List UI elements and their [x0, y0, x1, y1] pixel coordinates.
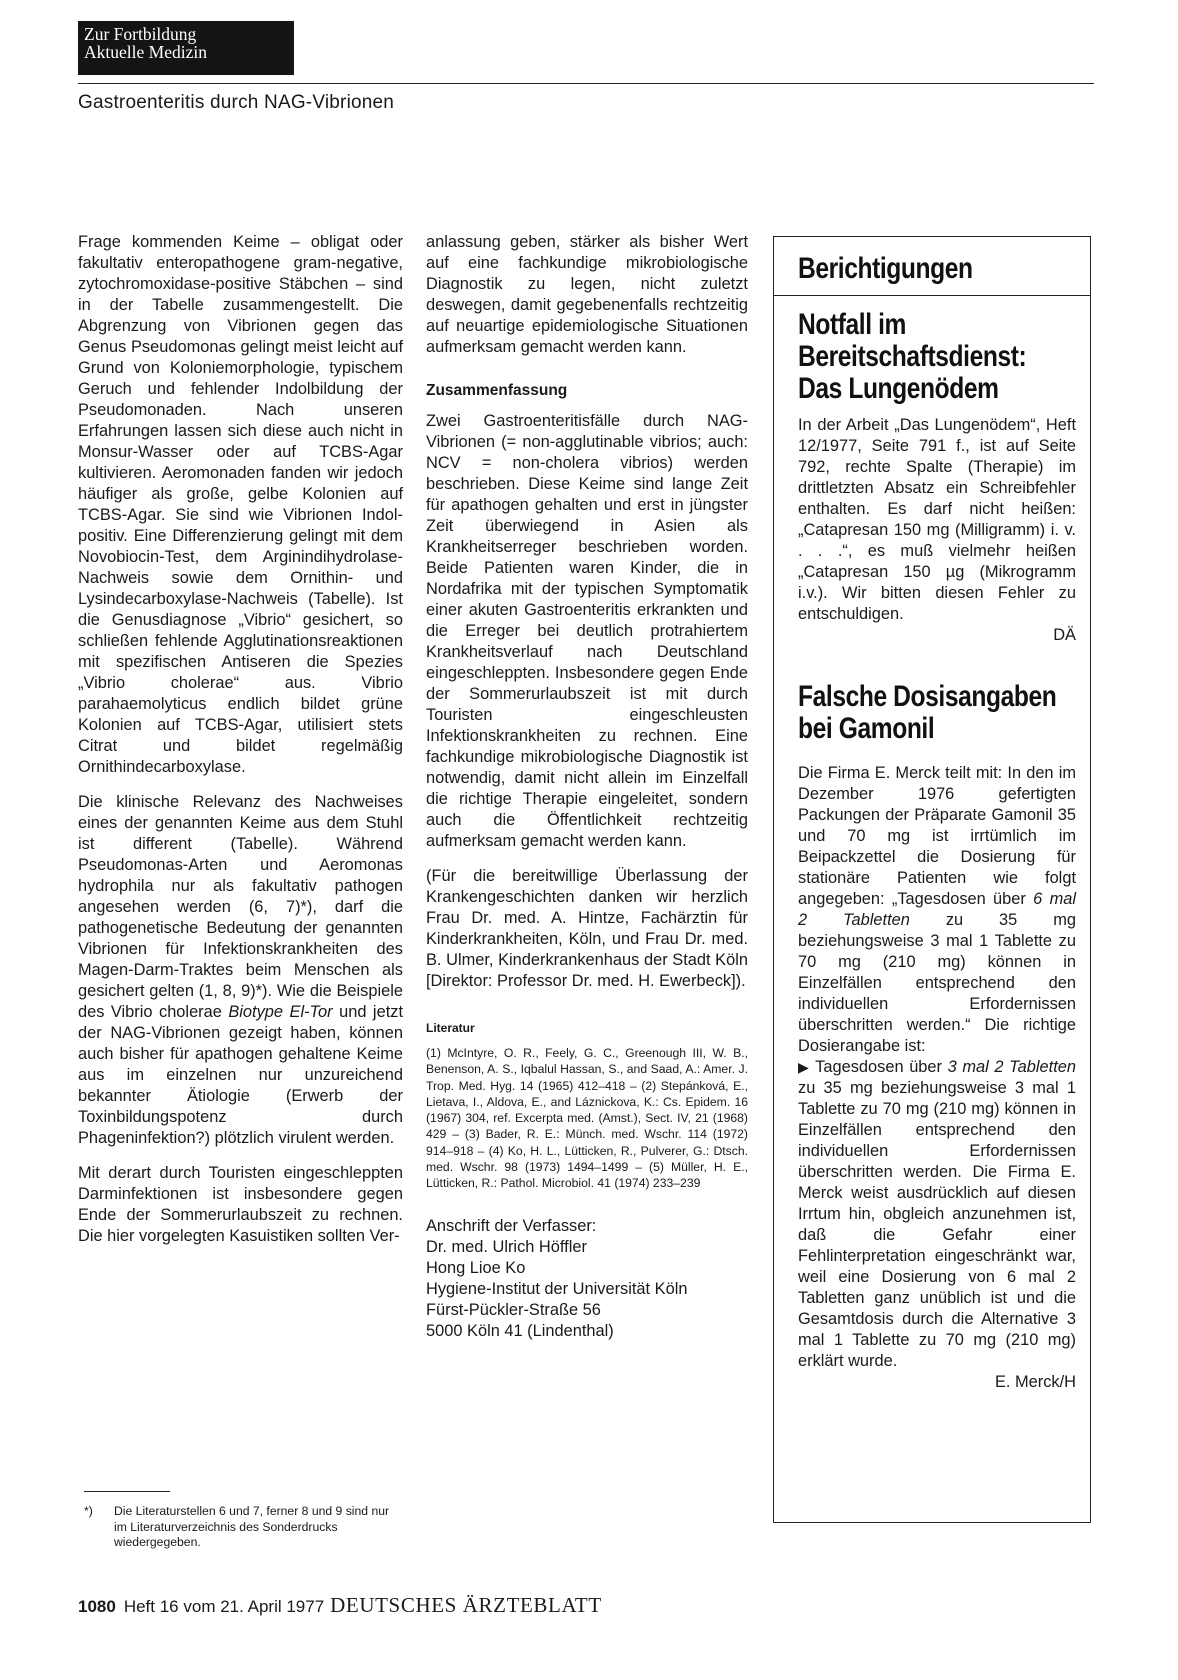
address-line: Hong Lioe Ko [426, 1258, 526, 1277]
literature-heading: Literatur [426, 1021, 475, 1035]
article-title: Gastroenteritis durch NAG-Vibrionen [78, 92, 395, 113]
footnote-rule [84, 1491, 170, 1492]
section-badge [78, 21, 294, 75]
dosage-wrong-italic: 6 mal 2 Tabletten [798, 890, 1076, 929]
literature-list: (1) McIntyre, O. R., Feely, G. C., Greenough III, W. B., Benenson, A. S., Iqbalul Hassan, S., and Saad, A.: Amer. J. Trop. Med. Hyg. 14 (1965) 412–418 – (2) Stepánková, E., Lietava, I., Aldova, E., and Láznickova, K.: Cs. Epidem. 16 (1967) 304, ref. Excerpta med. (Amst.), Sect. IV, 21 (1968) 429 – (3) Bader, R. E.: Münch. med. Wschr. 114 (1972) 914–918 – (4) Ko, H. L., Lütticken, R., Pulverer, G.: Dtsch. med. Wschr. 98 (1973) 1494–1499 – (5) Müller, H. E., Lütticken, R.: Pathol. Microbiol. 41 (1974) 233–239 [426, 1046, 748, 1191]
biotype-italic: Biotype El-Tor [228, 1003, 333, 1021]
summary-text: Zwei Gastroenteritisfälle durch NAG-Vibrionen (= non-agglutinable vibrios; auch: NCV = non-cholera vibrios) werden beschrieben. Diese Keime sind lange Zeit für apathogen gehalten und erst in jüngster Zeit überwiegend in Asien als Krankheitserreger beschrieben worden. Beide Patienten waren Kinder, die in Nordafrika mit der typischen Symptomatik einer akuten Gastroenteritis erkrankten und die Erreger bei deutlich protrahiertem Krankheitsverlauf nach Deutschland eingeschleppten. Insbesondere gegen Ende der Sommerurlaubszeit ist mit durch Touristen eingeschleusten Infektionskrankheiten zu rechnen. Eine fachkundige mikrobiologische Diagnostik ist notwendig, damit nicht allein im Einzelfall die richtige Therapie eingeleitet, sondern auch die Öffentlichkeit rechtzeitig aufmerksam gemacht werden kann. [426, 412, 748, 850]
section2-signature: E. Merck/H [994, 1373, 1076, 1391]
address-line: 5000 Köln 41 (Lindenthal) [426, 1321, 614, 1340]
page-footer [78, 1593, 602, 1618]
footnote-mark: *) [84, 1504, 93, 1518]
arrow-icon: ▶ [798, 1059, 810, 1075]
col1-paragraph-2: Die klinische Relevanz des Nachweises eines der genannten Keime aus dem Stuhl ist different (Tabelle). Während Pseudomonas-Arten und Aeromonas hydrophila nur als fakultativ pathogen angesehen werden (6, 7)*), darf die pathogenetische Bedeutung der genannten Vibrionen für Infektionskrankheiten des Magen-Darm-Traktes beim Menschen als gesichert gelten (1, 8, 9)*). Wie die Beispiele des Vibrio cholerae Biotype El-Tor und jetzt der NAG-Vibrionen gezeigt haben, können auch bisher für apathogen gehaltene Keime aus im einzelnen nur unzureichend bekannter Ätiologie (Erwerb der Toxinbildungspotenz durch Phageninfektion?) plötzlich virulent werden. [78, 793, 403, 1147]
journal-name: DEUTSCHES ÄRZTEBLATT [330, 1593, 602, 1617]
col1-paragraph-3: Mit derart durch Touristen eingeschleppten Darminfektionen ist insbesondere gegen Ende der Sommerurlaubszeit zu rechnen. Die hier vorgelegten Kasuistiken sollten Ver- [78, 1164, 403, 1245]
footnote-text: Die Literaturstellen 6 und 7, ferner 8 und 9 sind nur im Literaturverzeichnis des Sonderdrucks wiedergegeben. [114, 1504, 390, 1549]
footnote [84, 1504, 402, 1551]
column-1 [78, 232, 403, 1247]
address-line: Anschrift der Verfasser: [426, 1216, 597, 1235]
badge-line-2: Aktuelle Medizin [84, 42, 207, 62]
acknowledgement-text: (Für die bereitwillige Überlassung der Krankengeschichten danken wir herzlich Frau Dr. med. A. Hintze, Fachärztin für Kinderkrankheiten, Köln, und Frau Dr. med. B. Ulmer, Kinderkrankenhaus der Stadt Köln [Direktor: Professor Dr. med. H. Ewerbeck]). [426, 867, 748, 990]
section1-signature: DÄ [1053, 626, 1076, 644]
author-address [426, 1216, 748, 1342]
col2-paragraph-1: anlassung geben, stärker als bisher Wert auf eine fachkundige mikrobiologische Diagnostik zu legen, nicht zuletzt deswegen, damit gegebenenfalls rechtzeitig auf neuartige epidemiologische Situationen aufmerksam gemacht werden kann. [426, 233, 748, 356]
issue-info: Heft 16 vom 21. April 1977 [123, 1597, 325, 1616]
dosage-correct-italic: 3 mal 2 Tabletten [947, 1058, 1076, 1076]
badge-line-1: Zur Fortbildung [84, 24, 197, 44]
section2-title: Falsche Dosisangaben bei Gamonil [798, 680, 1057, 745]
corrections-title: Berichtigungen [798, 252, 973, 285]
page-number: 1080 [78, 1597, 116, 1616]
section1-title: Notfall im Bereitschaftsdienst: Das Lungenödem [798, 308, 1027, 405]
address-line: Dr. med. Ulrich Höffler [426, 1237, 587, 1256]
corrections-box [773, 236, 1091, 1523]
section1-text: In der Arbeit „Das Lungenödem“, Heft 12/1977, Seite 791 f., ist auf Seite 792, rechte Spalte (Therapie) im drittletzten Absatz ein Schreibfehler enthalten. Es darf nicht heißen: „Catapresan 150 mg (Milligramm) i. v. . . .“, es muß vielmehr heißen „Catapresan 150 µg (Mikrogramm i.v.). Wir bitten diesen Fehler zu entschuldigen. DÄ [798, 416, 1076, 644]
header-rule [78, 83, 1094, 84]
section2-text: Die Firma E. Merck teilt mit: In den im Dezember 1976 gefertigten Packungen der Präparate Gamonil 35 und 70 mg ist irrtümlich im Beipackzettel die Dosierung für stationäre Patienten wie folgt angegeben: „Tagesdosen über 6 mal 2 Tabletten zu 35 mg beziehungsweise 3 mal 1 Tablette zu 70 mg (210 mg) können in Einzelfällen entsprechend den individuellen Erfordernissen überschritten werden.“ Die richtige Dosierangabe ist: ▶ Tagesdosen über 3 mal 2 Tabletten zu 35 mg beziehungsweise 3 mal 1 Tablette zu 70 mg (210 mg) können in Einzelfällen entsprechend den individuellen Erfordernissen überschritten werden. Die Firma E. Merck weist ausdrücklich auf diesen Irrtum hin, obgleich anzunehmen ist, daß die Gefahr einer Fehlinterpretation eingeschränkt war, weil eine Dosierung von 6 mal 2 Tabletten ganz unüblich ist und die Gesamtdosis durch die Alternative 3 mal 1 Tablette zu 70 mg (210 mg) erklärt wurde. E. Merck/H [798, 764, 1076, 1391]
address-line: Fürst-Pückler-Straße 56 [426, 1300, 601, 1319]
address-line: Hygiene-Institut der Universität Köln [426, 1279, 688, 1298]
column-2 [426, 232, 748, 1342]
col1-paragraph-1: Frage kommenden Keime – obligat oder fakultativ enteropathogene gram-negative, zytochromoxidase-positive Stäbchen – sind in der Tabelle zusammengestellt. Die Abgrenzung von Vibrionen gegen das Genus Pseudomonas gelingt meist leicht auf Grund von Koloniemorphologie, typischem Geruch und fehlender Indolbildung der Pseudomonaden. Nach unseren Erfahrungen lassen sich diese auch nicht in Monsur-Wasser oder auf TCBS-Agar kultivieren. Aeromonaden fanden wir jedoch häufiger als große, gelbe Kolonien auf TCBS-Agar. Sie sind wie Vibrionen Indol-positiv. Eine Differenzierung gelingt mit dem Novobiocin-Test, dem Arginindihydrolase-Nachweis sowie dem Ornithin- und Lysindecarboxylase-Nachweis (Tabelle). Ist die Genusdiagnose „Vibrio“ gesichert, so schließen fehlende Agglutinationsreaktionen mit spezifischen Antiseren die Spezies „Vibrio cholerae“ aus. Vibrio parahaemolyticus endlich bildet grüne Kolonien auf TCBS-Agar, utilisiert stets Citrat und bildet regelmäßig Ornithindecarboxylase. [78, 233, 403, 776]
summary-heading: Zusammenfassung [426, 382, 568, 399]
corrections-title-rule [774, 295, 1090, 296]
